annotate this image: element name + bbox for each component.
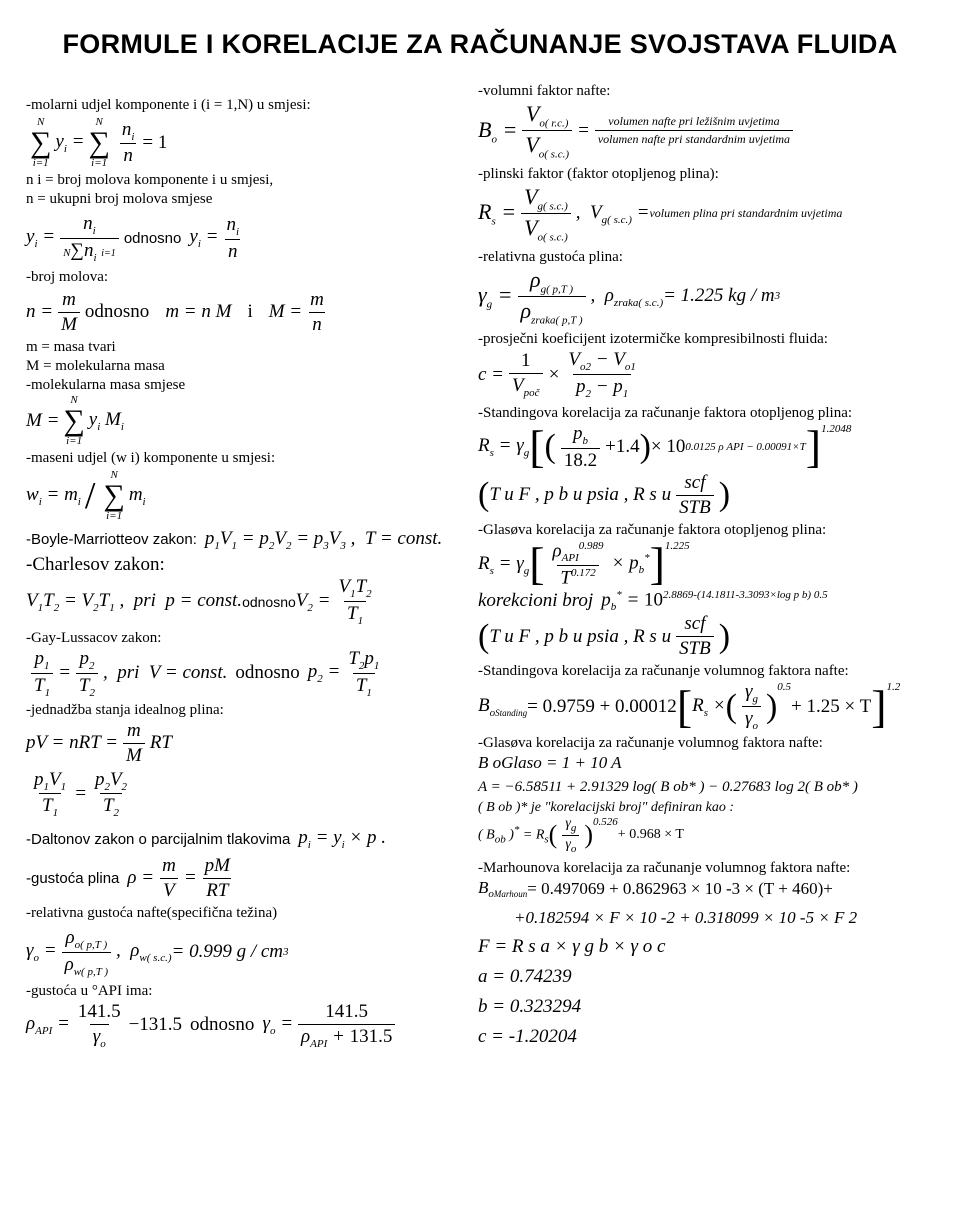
page-title: FORMULE I KORELACIJE ZA RAČUNANJE SVOJSTAVA FLUIDA (62, 28, 898, 59)
ideal-gas-equation: pV = nRT = $\frac{m}{M}$ RT (26, 719, 173, 766)
boyle-label: -Boyle-Marriotteov zakon: (26, 530, 197, 548)
c-equation: c = -1.20204 (478, 1025, 577, 1047)
standing-rs-units: ( T u F , p b u psia , R s u $\frac{\text{scf}}{\text{STB}}$ ) (478, 471, 731, 518)
f-equation: F = R s a × γ g b × γ o c (478, 935, 666, 957)
standing-bo-heading: -Standingova korelacija za računanje volumnog faktora nafte: (478, 663, 849, 680)
solution-gas-heading: -plinski faktor (faktor otopljenog plina): (478, 165, 719, 182)
water-density-value: = 0.999 g / cm (171, 941, 284, 963)
gas-density-label: -gustoća plina (26, 869, 120, 887)
broj-molova-heading: -broj molova: (26, 268, 109, 285)
glaso-bo-equation-2: A = −6.58511 + 2.91329 log( B ob* ) − 0.27683 log 2( B ob* ) (478, 778, 858, 795)
api-heading: -gustoća u °API ima: (26, 982, 153, 999)
mole-count-equation: n = $\frac{m}{M}$ odnosno m = n M i M = $\frac{m}{n}$ (26, 288, 324, 335)
odnosno-text: odnosno (123, 229, 182, 247)
mole-fraction-equation: $y_i$ = $\frac{n_i}{N\sum n_i i=1}$ odnosno $y_i$ = $\frac{n_i}{n}$ (26, 213, 240, 264)
ideal-gas-heading: -jednadžba stanja idealnog plina: (26, 701, 224, 718)
standing-bo-equation: $B_{oStanding}$ = 0.9759 + 0.00012 [ $R_s$ × ( $\frac{\gamma_g}{\gamma_o}$ ) $^{0.5}$ + 1.25 × T ] $^{1.2}$ (478, 680, 901, 732)
dalton-label: -Daltonov zakon o parcijalnim tlakovima (26, 830, 291, 848)
compressibility-heading: -prosječni koeficijent izotermičke kompresibilnosti fluida: (478, 331, 828, 348)
standing-rs-heading: -Standingova korelacija za računanje faktora otopljenog plina: (478, 404, 853, 421)
oil-specific-gravity-equation: $\gamma_o$ = $\frac{\rho_{o( p,T )}}{\rho_{w( p,T )}}$ , $\rho_{w( s.c.)}$ = 0.999 g / cm 3 (26, 926, 289, 978)
combined-gas-equation: $\frac{p_1V_1}{T_1}$ = $\frac{p_2V_2}{T_2}$ (34, 768, 128, 820)
gas-relative-density-heading: -relativna gustoća plina: (478, 248, 623, 265)
compressibility-equation: c = $\frac{1}{V_{poč}}$ × $\frac{V_{o2} - V_{o1}}{p_2 - p_1}$ (478, 349, 636, 400)
mass-fraction-heading: -maseni udjel (w i) komponente u smjesi: (26, 449, 276, 466)
mass-fraction-equation: $w_i = m_i$ / N ∑ i=1 $m_i$ (26, 468, 146, 522)
boyle-equation: -Boyle-Marriotteov zakon: $p_1V_1 = p_2V_2 = p_3V_3$ , T = const. (26, 527, 443, 552)
odnosno-text-3: odnosno (242, 593, 296, 610)
gas-specific-gravity-equation: $\gamma_g$ = $\frac{\rho_{g( p,T )}}{\rho_{zraka( p,T )}}$ , $\rho_{zraka( s.c.)}$ = 1.225 kg / m 3 (478, 266, 781, 327)
marhoun-equation-1: $B_{oMarhoun}$ = 0.497069 + 0.862963 × 10 -3 × (T + 460)+ (478, 877, 833, 900)
gaylussac-equation: $\frac{p_1}{T_1}$ = $\frac{p_2}{T_2}$ , pri V = const. odnosno $p_2$ = $\frac{T_2p_1}{T_1}$ (26, 648, 466, 699)
odnosno-text-5: odnosno (190, 1013, 255, 1035)
standing-rs-equation: $R_s = \gamma_g$ [ ( $\frac{p_b}{18.2}$ + 1.4 ) × 10 0.0125 ρ API − 0.00091×T ] $^{1.2048}$ (478, 421, 852, 473)
m-definition: m = masa tvari (26, 338, 116, 355)
i-word: i (247, 301, 253, 323)
n-definition: n = ukupni broj molova smjese (26, 191, 213, 207)
correction-number-equation: korekcioni broj $p_b^* = 10$ $^{2.8869-(14.1811-3.3093\times log p b) 0.5}$ (478, 589, 828, 614)
right-column (478, 78, 940, 1048)
dalton-equation: -Daltonov zakon o parcijalnim tlakovima $p_i = y_i \times p$ . (26, 827, 386, 851)
glaso-rs-heading: -Glasøva korelacija za računanje faktora otopljenog plina: (478, 521, 827, 538)
gaylussac-label: -Gay-Lussacov zakon: (26, 629, 162, 646)
mole-fraction-sum-equation: N ∑ i=1 $y_i$ = N ∑ i=1 $\frac{n_i}{n}$ = 1 (30, 116, 168, 169)
molecular-mass-heading: -molekularna masa smjese (26, 376, 186, 393)
odnosno-text-2: odnosno (84, 301, 150, 323)
charles-equation: $V_1T_2 = V_2T_1$ , pri p = const. odnosno $V_2$ = $\frac{V_1T_2}{T_1}$ (26, 576, 372, 627)
odnosno-text-4: odnosno (235, 662, 300, 684)
gas-volume-text: volumen plina pri standardnim uvjetima (649, 206, 843, 221)
glaso-rs-equation: $R_s = \gamma_g$ [ $\frac{\rho_{API}^{0.989}}{T^{0.172}}$ × $p_b^*$ ] $^{1.225}$ (478, 538, 690, 590)
glaso-bo-heading: -Glasøva korelacija za računanje volumnog faktora nafte: (478, 734, 823, 751)
marhoun-equation-2: +0.182594 × F × 10 -2 + 0.318099 × 10 -5 × F 2 (514, 907, 858, 927)
gas-density-equation: -gustoća plina ρ = $\frac{m}{V}$ = $\frac{pM}{RT}$ (26, 854, 230, 901)
charles-label: -Charlesov zakon: (26, 554, 165, 576)
marhoun-heading: -Marhounova korelacija za računanje volumnog faktora nafte: (478, 859, 851, 876)
mixture-molecular-mass-equation: M = N ∑ i=1 $y_i$ $M_i$ (26, 393, 124, 447)
glaso-bo-equation-3: ( $B_{ob}$ )$^* = R_s$ ( $\frac{\gamma_g}{\gamma_o}$ ) $^{0.526}$ + 0.968 × T (478, 815, 684, 855)
b-equation: b = 0.323294 (478, 995, 582, 1017)
ni-definition: n i = broj molova komponente i u smjesi, (26, 172, 274, 188)
M-definition: M = molekularna masa (26, 357, 165, 374)
oil-relative-density-heading: -relativna gustoća nafte(specifična težina) (26, 904, 278, 921)
api-equation: $\rho_{API}$ = $\frac{141.5}{\gamma_o}$ − 131.5 odnosno $\gamma_o$ = $\frac{141.5}{\rho_{API} + 131.5}$ (26, 1001, 466, 1050)
glaso-bo-note: ( B ob )* je "korelacijski broj" definiran kao : (478, 799, 735, 815)
air-density-value: = 1.225 kg / m (663, 285, 775, 307)
glaso-rs-units: ( T u F , p b u psia , R s u $\frac{\text{scf}}{\text{STB}}$ ) (478, 613, 731, 660)
molar-heading: -molarni udjel komponente i (i = 1,N) u smjesi: (26, 97, 311, 113)
a-equation: a = 0.74239 (478, 965, 572, 987)
oil-volume-factor-heading: -volumni faktor nafte: (478, 83, 611, 99)
solution-gas-ratio-equation: $R_s$ = $\frac{V_{g( s.c.)}}{V_{o( s.c.)}}$ , $V_{g( s.c.)}$ = volumen plina pri standardnim uvjetima (478, 183, 843, 244)
left-column (26, 78, 466, 1049)
oil-volume-factor-equation: $B_o$ = $\frac{V_{o( r.c.)}}{V_{o( s.c.)}}$ = $\frac{\text{volumen nafte pri ležišnim uvjetima}}{\text{volumen nafte pri standardnim uvjetima}}$ (478, 101, 940, 161)
glaso-bo-equation-1: B oGlaso = 1 + 10 A (478, 752, 622, 772)
